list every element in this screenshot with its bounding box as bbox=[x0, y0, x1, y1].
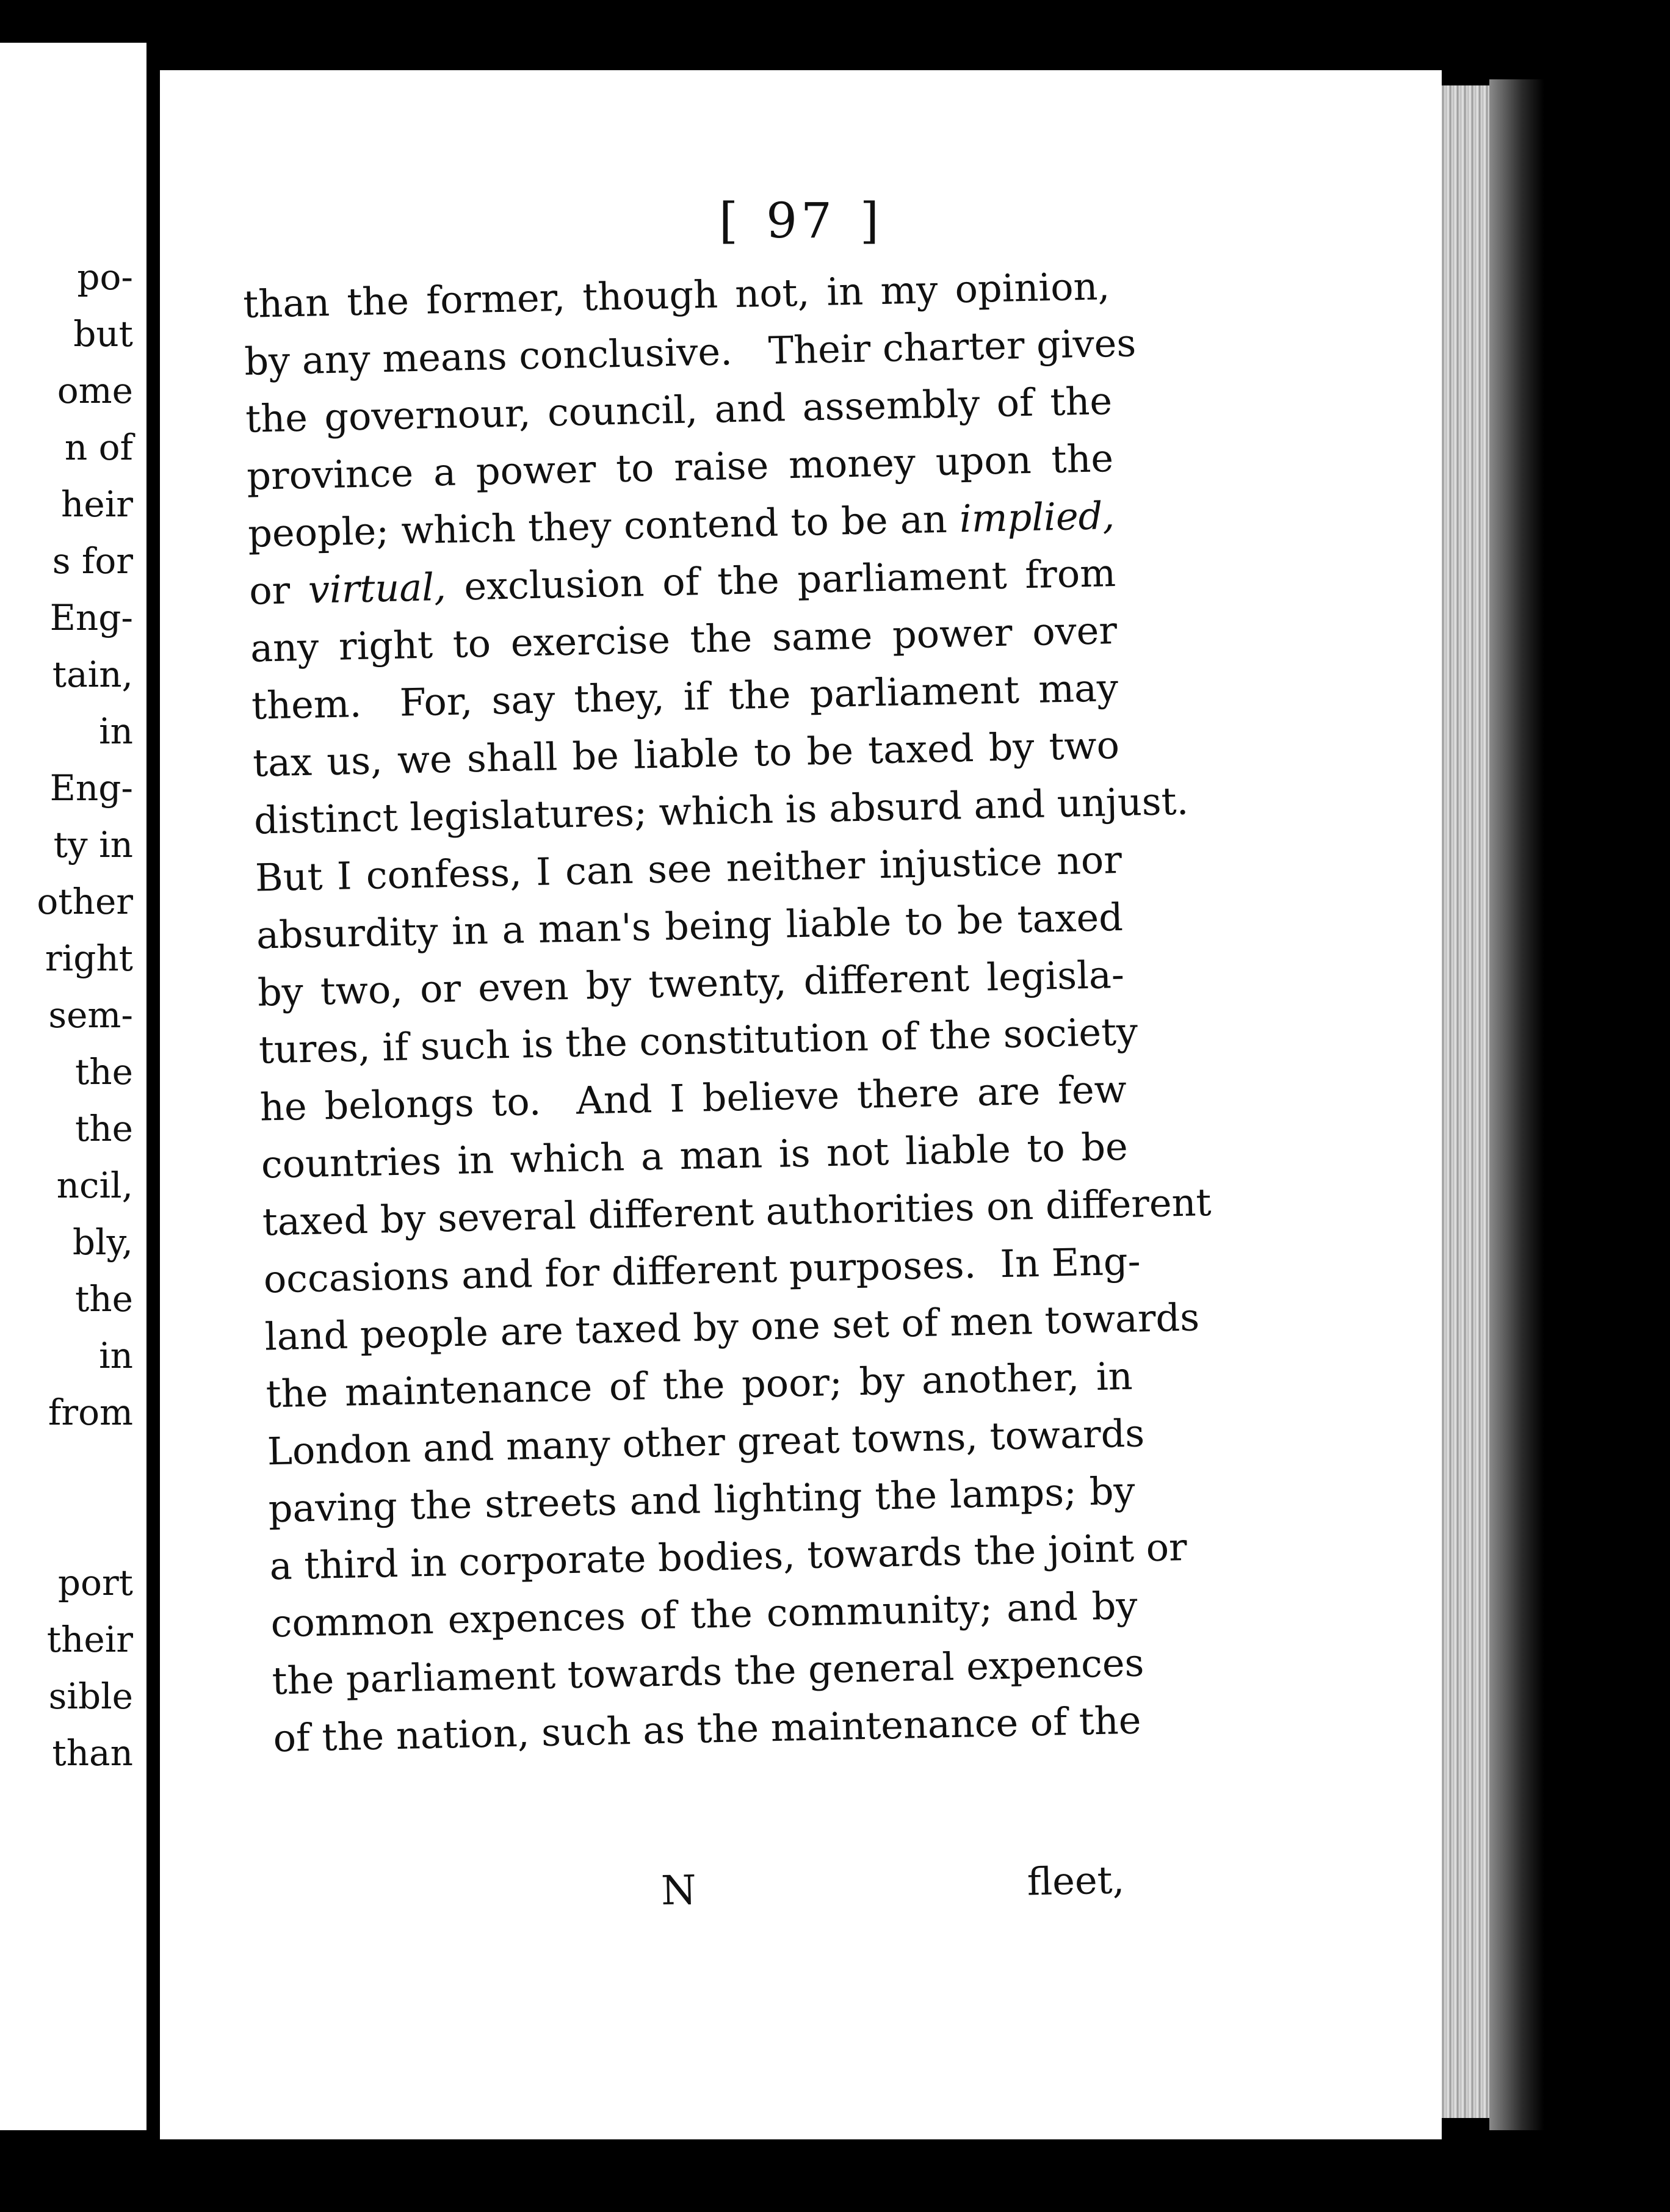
text-line bbox=[259, 1066, 1127, 1130]
facing-page-line: the bbox=[75, 1051, 133, 1093]
text-line bbox=[269, 1524, 1188, 1589]
facing-page-line: Eng- bbox=[49, 597, 133, 638]
facing-page-line: po- bbox=[77, 256, 133, 298]
text-segment: by any means conclusive. Their charter gives bbox=[244, 320, 1137, 384]
text-segment: But I confess, I can see neither injustice nor bbox=[255, 837, 1122, 900]
facing-page-line: tain, bbox=[52, 654, 133, 695]
text-line bbox=[250, 607, 1118, 671]
italic-text: implied, bbox=[959, 493, 1115, 541]
text-segment: them. For, say they, if the parliament may bbox=[251, 665, 1119, 728]
body-text bbox=[160, 70, 1442, 2139]
book-edge-shadow bbox=[1489, 79, 1544, 2130]
text-line bbox=[256, 894, 1124, 958]
book-page bbox=[160, 70, 1442, 2139]
facing-page-line: in bbox=[99, 1335, 133, 1376]
text-line bbox=[253, 778, 1189, 843]
text-line bbox=[246, 436, 1114, 499]
facing-page-fragment bbox=[0, 43, 146, 2130]
italic-text: virtual, bbox=[308, 564, 447, 612]
text-segment: occasions and for different purposes. In Eng- bbox=[263, 1238, 1141, 1302]
facing-page-line: other bbox=[37, 881, 133, 922]
text-line bbox=[271, 1640, 1145, 1704]
facing-page-line: right bbox=[45, 938, 133, 979]
text-segment: London and many other great towns, towards bbox=[267, 1411, 1145, 1474]
text-segment: any right to exercise the same power over bbox=[250, 607, 1118, 671]
header-bracket-open: [ bbox=[718, 192, 742, 249]
facing-page-line: bly, bbox=[72, 1221, 133, 1263]
text-line bbox=[267, 1411, 1145, 1474]
text-line bbox=[261, 1124, 1129, 1187]
facing-page-line: sem- bbox=[48, 994, 133, 1036]
facing-page-line: n of bbox=[64, 427, 133, 468]
text-line bbox=[268, 1468, 1136, 1531]
catchword: fleet, bbox=[1027, 1857, 1125, 1904]
facing-page-line: s for bbox=[52, 540, 133, 582]
facing-page-line: but bbox=[73, 313, 133, 355]
text-segment: a third in corporate bodies, towards the joint or bbox=[269, 1524, 1188, 1589]
facing-page-line: ncil, bbox=[56, 1165, 133, 1206]
facing-page-line: their bbox=[46, 1619, 133, 1660]
facing-page-line: port bbox=[57, 1562, 133, 1603]
text-segment: land people are taxed by one set of men towards bbox=[264, 1295, 1200, 1359]
text-line bbox=[258, 1009, 1138, 1072]
facing-page-line: Eng- bbox=[49, 767, 133, 809]
text-segment: exclusion of the parliament from bbox=[445, 551, 1116, 609]
facing-page-line: in bbox=[99, 710, 133, 752]
facing-page-line: from bbox=[48, 1392, 133, 1433]
text-segment: than the former, though not, in my opinion, bbox=[242, 264, 1110, 327]
text-line bbox=[242, 264, 1110, 327]
facing-page-line: the bbox=[75, 1278, 133, 1320]
text-segment: taxed by several different authorities on different bbox=[262, 1179, 1212, 1245]
text-line bbox=[255, 837, 1122, 900]
text-segment: distinct legislatures; which is absurd and unjust. bbox=[253, 778, 1189, 843]
text-segment: province a power to raise money upon the bbox=[246, 436, 1114, 499]
text-segment: tures, if such is the constitution of the society bbox=[258, 1009, 1138, 1072]
facing-page-line: ty in bbox=[53, 824, 133, 866]
text-segment: by two, or even by twenty, different legisla- bbox=[257, 952, 1125, 1015]
facing-page-line: the bbox=[75, 1108, 133, 1149]
text-segment: absurdity in a man's being liable to be taxed bbox=[256, 894, 1124, 958]
text-line bbox=[244, 320, 1137, 384]
signature-mark: N bbox=[660, 1866, 697, 1915]
text-line bbox=[270, 1583, 1138, 1646]
text-segment: he belongs to. And I believe there are few bbox=[259, 1066, 1127, 1130]
text-segment: countries in which a man is not liable to be bbox=[261, 1124, 1129, 1187]
text-segment: or bbox=[248, 567, 309, 613]
text-segment: paving the streets and lighting the lamps; by bbox=[268, 1468, 1136, 1531]
header-bracket-close: ] bbox=[859, 192, 883, 249]
facing-page-line: sible bbox=[48, 1675, 133, 1717]
text-segment: the maintenance of the poor; by another, in bbox=[266, 1353, 1133, 1417]
text-line bbox=[264, 1295, 1200, 1359]
text-line bbox=[248, 551, 1116, 613]
text-line bbox=[272, 1697, 1142, 1761]
text-line bbox=[263, 1238, 1141, 1302]
text-line bbox=[251, 665, 1119, 728]
text-segment: of the nation, such as the maintenance of the bbox=[272, 1697, 1142, 1761]
text-segment: the governour, council, and assembly of the bbox=[245, 378, 1113, 441]
text-line bbox=[266, 1353, 1133, 1417]
text-segment: tax us, we shall be liable to be taxed by two bbox=[252, 722, 1120, 786]
text-segment: common expences of the community; and by bbox=[270, 1583, 1138, 1646]
facing-page-line: ome bbox=[57, 370, 133, 411]
text-line bbox=[245, 378, 1113, 441]
text-line bbox=[247, 493, 1115, 556]
text-line bbox=[262, 1179, 1212, 1245]
text-segment: people; which they contend to be an bbox=[247, 496, 960, 556]
facing-page-line: heir bbox=[61, 483, 133, 525]
text-segment: the parliament towards the general expences bbox=[271, 1640, 1145, 1704]
text-line bbox=[257, 952, 1125, 1015]
facing-page-line: than bbox=[52, 1732, 133, 1774]
text-line bbox=[252, 722, 1120, 786]
page-number: 97 bbox=[766, 192, 836, 249]
